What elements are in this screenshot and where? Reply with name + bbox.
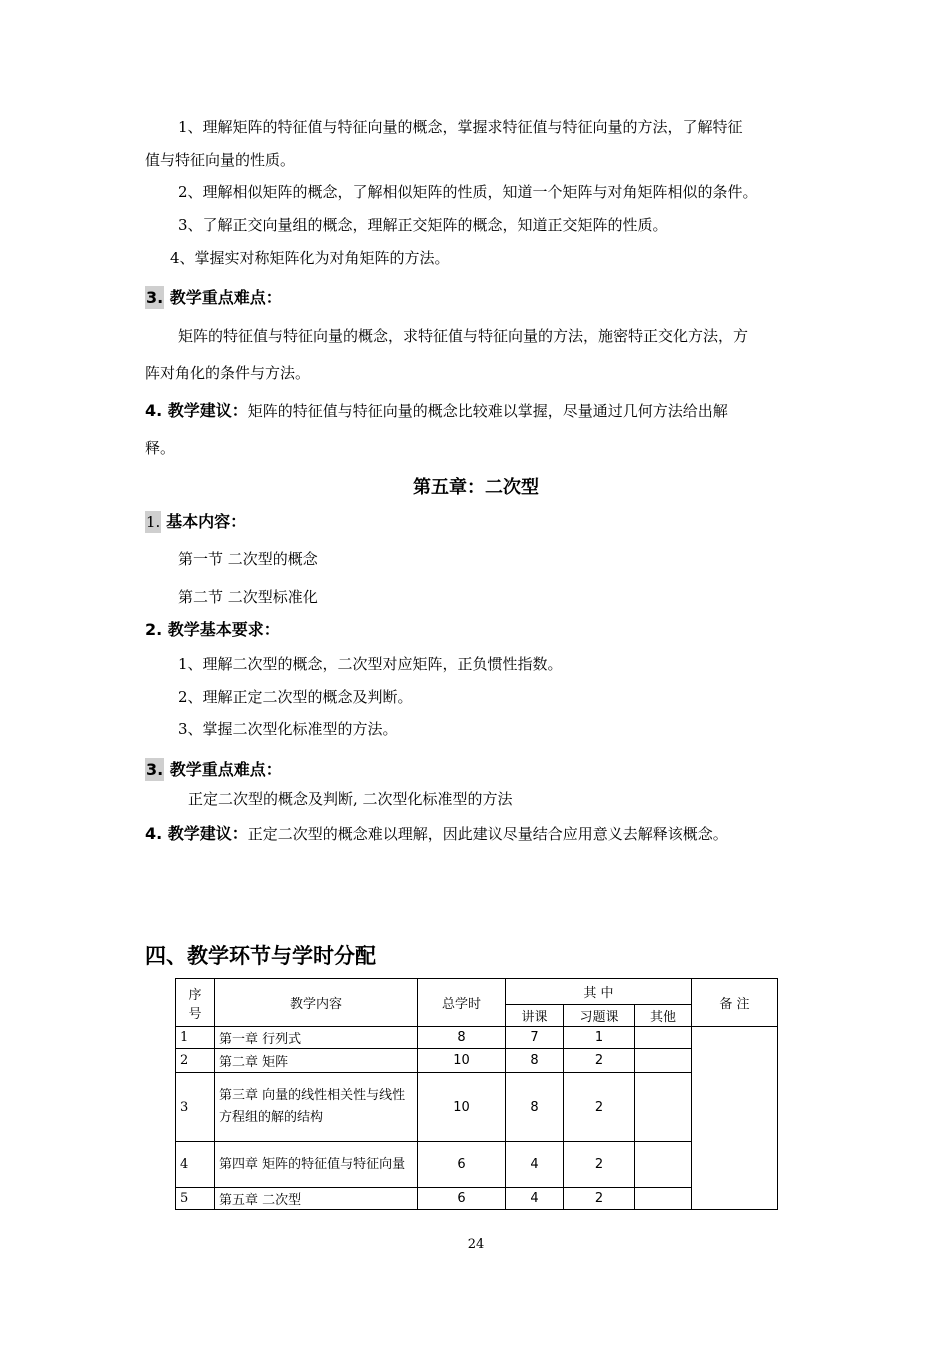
text-line: 2、理解正定二次型的概念及判断。 [178, 688, 413, 706]
header-remark: 备 注 [692, 979, 778, 1027]
cell-total: 6 [418, 1188, 506, 1210]
heading-label: 4. 教学建议： [145, 824, 248, 843]
cell-seq: 1 [176, 1027, 215, 1049]
cell-other [635, 1142, 692, 1188]
cell-other [635, 1049, 692, 1073]
table-row [176, 1188, 778, 1210]
heading-text: 教学重点难点： [169, 760, 282, 779]
heading-key-points [145, 760, 282, 780]
table-row [176, 1049, 778, 1073]
cell-seq: 4 [176, 1142, 215, 1188]
section-title: 四、教学环节与学时分配 [145, 944, 376, 968]
header-other: 其他 [635, 1005, 692, 1027]
cell-exercise: 2 [564, 1049, 635, 1073]
text-line: 释。 [145, 439, 176, 457]
cell-lecture: 8 [506, 1049, 564, 1073]
heading-suggestion [145, 824, 728, 844]
text-line: 2、理解相似矩阵的概念，了解相似矩阵的性质，知道一个矩阵与对角矩阵相似的条件。 [178, 183, 758, 201]
cell-other [635, 1073, 692, 1142]
cell-exercise: 1 [564, 1027, 635, 1049]
cell-exercise: 2 [564, 1188, 635, 1210]
chapter-title: 第五章：二次型 [413, 477, 539, 498]
cell-lecture: 7 [506, 1027, 564, 1049]
heading-basic-content [145, 512, 246, 532]
cell-seq: 3 [176, 1073, 215, 1142]
cell-seq: 5 [176, 1188, 215, 1210]
cell-other [635, 1027, 692, 1049]
cell-total: 6 [418, 1142, 506, 1188]
text-line: 第二节 二次型标准化 [178, 588, 318, 606]
cell-lecture: 4 [506, 1188, 564, 1210]
heading-text: 教学重点难点： [169, 288, 282, 307]
text-line: 4、掌握实对称矩阵化为对角矩阵的方法。 [170, 249, 450, 267]
heading-body: 正定二次型的概念难以理解，因此建议尽量结合应用意义去解释该概念。 [247, 825, 728, 843]
header-seq: 序 号 [176, 979, 215, 1027]
cell-lecture: 4 [506, 1142, 564, 1188]
cell-total: 8 [418, 1027, 506, 1049]
heading-number: 3. [146, 760, 164, 779]
heading-requirements: 2. 教学基本要求： [145, 620, 280, 639]
heading-body: 矩阵的特征值与特征向量的概念比较难以掌握，尽量通过几何方法给出解 [247, 402, 728, 420]
text-line: 1、理解矩阵的特征值与特征向量的概念，掌握求特征值与特征向量的方法，了解特征 [178, 118, 743, 136]
cell-remark [692, 1027, 778, 1210]
header-lecture: 讲课 [506, 1005, 564, 1027]
cell-total: 10 [418, 1073, 506, 1142]
text-line: 3、了解正交向量组的概念，理解正交矩阵的概念，知道正交矩阵的性质。 [178, 216, 668, 234]
table-row [176, 1027, 778, 1049]
header-total: 总学时 [418, 979, 506, 1027]
heading-text: 基本内容： [166, 512, 247, 531]
heading-number: 1. [146, 513, 161, 531]
text-line: 正定二次型的概念及判断, 二次型化标准型的方法 [188, 790, 513, 808]
hours-table [175, 978, 778, 1210]
cell-content: 第一章 行列式 [215, 1027, 418, 1049]
header-among: 其 中 [506, 979, 692, 1005]
header-content: 教学内容 [215, 979, 418, 1027]
cell-content: 第四章 矩阵的特征值与特征向量 [215, 1142, 418, 1188]
table-row [176, 1073, 778, 1142]
cell-exercise: 2 [564, 1073, 635, 1142]
text-line: 值与特征向量的性质。 [145, 151, 296, 169]
cell-content: 第二章 矩阵 [215, 1049, 418, 1073]
text-line: 阵对角化的条件与方法。 [145, 364, 311, 382]
heading-suggestion [145, 401, 728, 421]
cell-content: 第五章 二次型 [215, 1188, 418, 1210]
text-line: 第一节 二次型的概念 [178, 550, 318, 568]
page-number: 24 [467, 1237, 485, 1252]
text-line: 1、理解二次型的概念，二次型对应矩阵，正负惯性指数。 [178, 655, 563, 673]
cell-lecture: 8 [506, 1073, 564, 1142]
heading-key-points [145, 288, 282, 308]
cell-exercise: 2 [564, 1142, 635, 1188]
table-row [176, 1142, 778, 1188]
heading-label: 4. 教学建议： [145, 401, 248, 420]
cell-total: 10 [418, 1049, 506, 1073]
text-line: 矩阵的特征值与特征向量的概念，求特征值与特征向量的方法，施密特正交化方法，方 [178, 327, 749, 345]
cell-other [635, 1188, 692, 1210]
header-exercise: 习题课 [564, 1005, 635, 1027]
text-line: 3、掌握二次型化标准型的方法。 [178, 720, 398, 738]
cell-seq: 2 [176, 1049, 215, 1073]
cell-content: 第三章 向量的线性相关性与线性方程组的解的结构 [215, 1073, 418, 1142]
heading-number: 3. [146, 288, 164, 307]
